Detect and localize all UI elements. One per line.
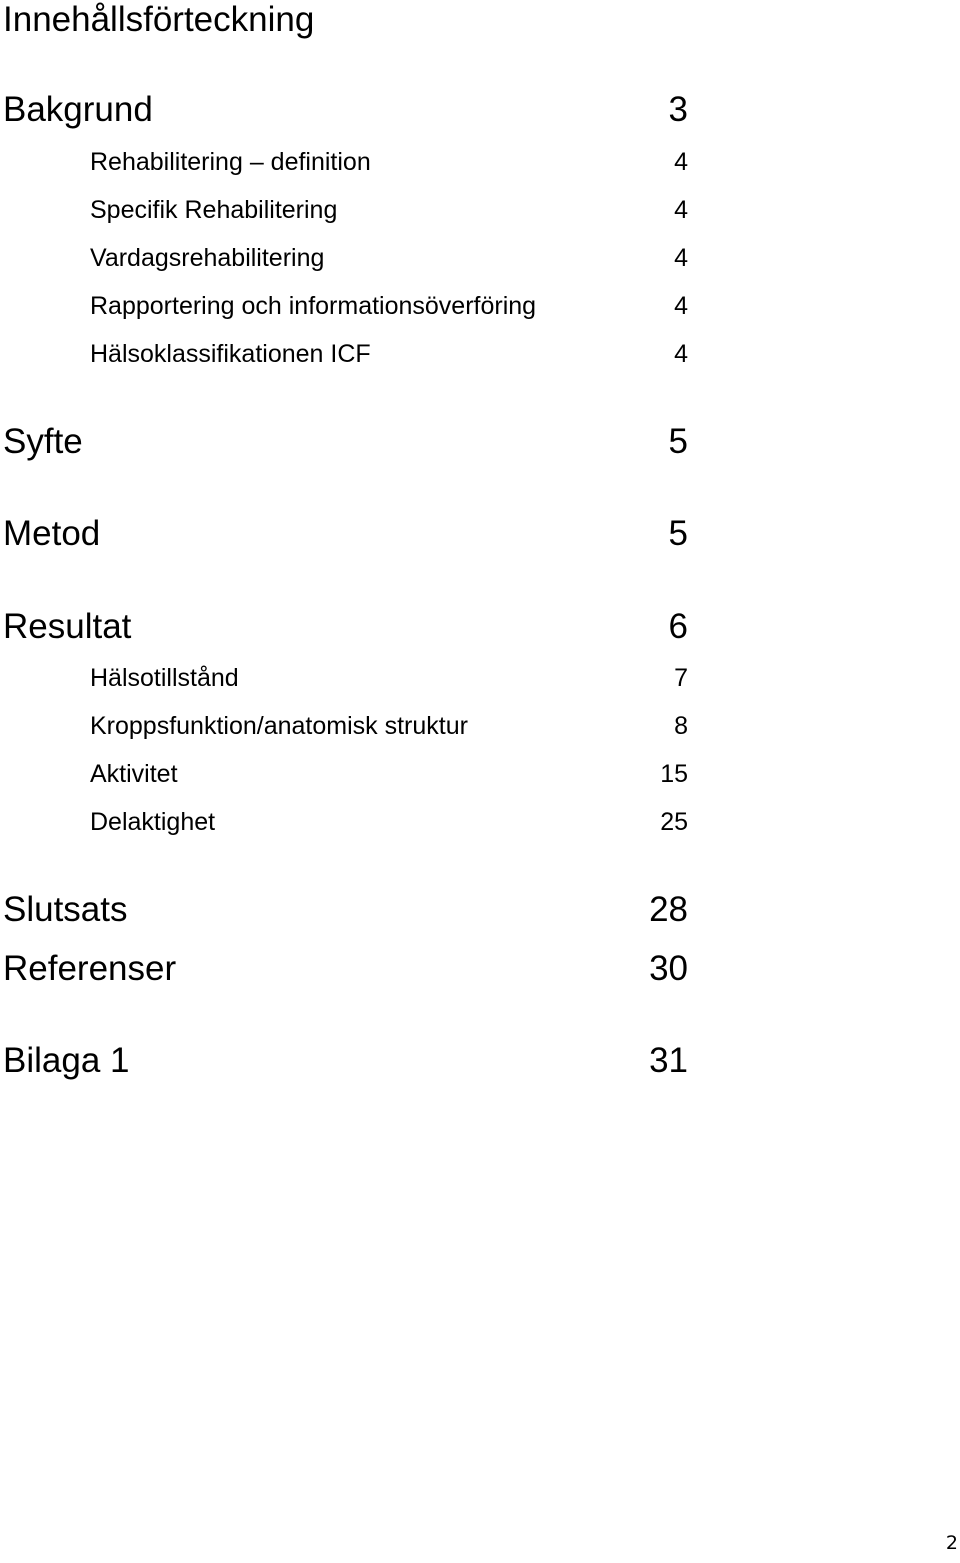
toc-entry-rapportering[interactable] [0,292,688,320]
toc-entry-page: 30 [649,949,688,988]
toc-entry-label: Metod [3,514,101,553]
toc-entry-metod[interactable] [0,515,688,553]
toc-entry-page: 5 [668,422,688,461]
toc-entry-slutsats[interactable] [0,891,688,929]
toc-entry-label: Specifik Rehabilitering [90,196,338,224]
toc-entry-page: 25 [660,808,688,836]
toc-entry-page: 4 [674,244,688,272]
toc-entry-referenser[interactable] [0,950,688,988]
toc-entry-label: Delaktighet [90,808,216,836]
toc-entry-label: Bakgrund [3,90,153,129]
toc-entry-label: Hälsotillstånd [90,664,239,692]
toc-entry-label: Bilaga 1 [3,1041,130,1080]
toc-entry-page: 5 [668,514,688,553]
toc-entry-halsotillstand[interactable] [0,664,688,692]
toc-entry-specifik-rehabilitering[interactable] [0,196,688,224]
toc-entry-page: 4 [674,292,688,320]
toc-entry-bakgrund[interactable] [0,91,688,129]
toc-entry-page: 15 [660,760,688,788]
toc-entry-label: Rapportering och informationsöverföring [90,292,537,320]
toc-entry-label: Kroppsfunktion/anatomisk struktur [90,712,468,740]
toc-entry-label: Aktivitet [90,760,178,788]
toc-entry-vardagsrehabilitering[interactable] [0,244,688,272]
toc-entry-page: 3 [668,90,688,129]
toc-entry-label: Rehabilitering – definition [90,148,371,176]
toc-entry-label: Hälsoklassifikationen ICF [90,340,371,368]
toc-entry-delaktighet[interactable] [0,808,688,836]
toc-entry-page: 28 [649,890,688,929]
page-number: 2 [945,1532,958,1554]
toc-entry-kroppsfunktion[interactable] [0,712,688,740]
toc-entry-page: 7 [674,664,688,692]
toc-entry-halsoklassifikationen-icf[interactable] [0,340,688,368]
toc-entry-label: Syfte [3,422,83,461]
toc-entry-bilaga-1[interactable] [0,1042,688,1080]
toc-entry-syfte[interactable] [0,423,688,461]
toc-entry-label: Resultat [3,607,132,646]
toc-entry-page: 8 [674,712,688,740]
toc-entry-page: 4 [674,148,688,176]
page-title: Innehållsförteckning [3,0,315,39]
toc-entry-aktivitet[interactable] [0,760,688,788]
toc-entry-label: Slutsats [3,890,128,929]
toc-entry-page: 6 [668,607,688,646]
toc-entry-page: 4 [674,196,688,224]
toc-entry-resultat[interactable] [0,608,688,646]
toc-entry-rehabilitering-definition[interactable] [0,148,688,176]
toc-entry-page: 31 [649,1041,688,1080]
toc-entry-label: Referenser [3,949,177,988]
toc-entry-label: Vardagsrehabilitering [90,244,325,272]
toc-entry-page: 4 [674,340,688,368]
